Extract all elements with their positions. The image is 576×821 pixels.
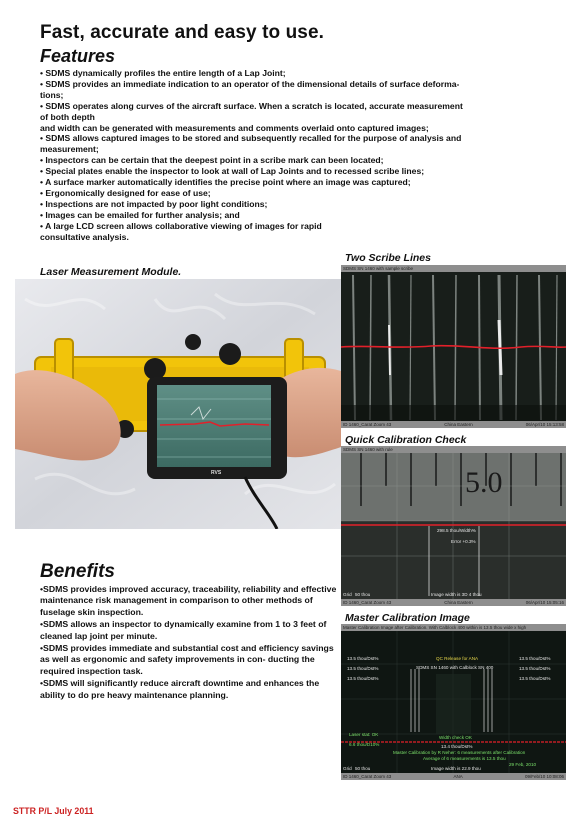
feature-line: and width can be generated with measurements and comments overlaid onto captured images; [40, 122, 429, 133]
laser-module-photo [15, 279, 341, 529]
device-illustration [15, 279, 341, 529]
quick-cal-footer [341, 599, 566, 606]
feature-line: tions; [40, 89, 64, 100]
master-cal-date-stamp: 09/Feb/10 10:08:06 [524, 774, 564, 779]
benefit-item: •SDMS will significantly reduce aircraft downtime and enhances the ability to do pre heavy maintenance planning. [40, 678, 320, 700]
master-cal-image [341, 624, 566, 780]
feature-line: • Special plates enable the inspector to look at wall of Lap Joints and to recessed scribe lines; [40, 166, 425, 177]
feature-line: • SDMS provides an immediate indication to an operator of the dimensional details of surface deforma- [40, 78, 460, 89]
two-scribe-caption: Two Scribe Lines [345, 252, 431, 264]
quick-cal-grid-label: Grid [343, 592, 352, 597]
master-date: 29 Feb, 2010 [509, 762, 537, 767]
feature-line: • SDMS operates along curves of the aircraft surface. When a scratch is located, accurate measurement [40, 100, 463, 111]
ruler-illustration [341, 446, 566, 606]
master-right-label: 13.5 thou/Dst% [519, 656, 551, 661]
master-laser-status: Laser stat: OK [349, 732, 379, 737]
master-cal-footer [341, 773, 566, 780]
master-mid-reading: 13.4 thou/Dst% [441, 744, 473, 749]
ruler-number: 5.0 [465, 466, 503, 499]
master-left-label: 13.5 thou/Dst% [347, 676, 379, 681]
quick-cal-grid-value: 50 thou [355, 592, 371, 597]
master-cal-caption: Master Calibration Image [345, 612, 470, 624]
feature-line: • Inspectors can be certain that the deepest point in a scribe mark can been located; [40, 155, 384, 166]
two-scribe-id: ID 1460_Carat Zoom 43 [343, 422, 392, 427]
master-note-2: Average of 6 measurements is 13.5 thou [423, 756, 506, 761]
master-right-label: 13.5 thou/Dst% [519, 666, 551, 671]
two-scribe-customer: China Eastern [444, 422, 473, 427]
device-brand-label: RVS [211, 470, 222, 476]
footer-credit: STTR P/L July 2011 [13, 806, 94, 816]
quick-cal-topbar: SDMS SN 1460 with rule [341, 446, 566, 453]
quick-cal-image-width: Image width is 3D 4 thou [431, 592, 482, 597]
master-qc-subtitle: SDMS SN 1460 with Calblock SN 400 [416, 665, 494, 670]
two-scribe-date: 06/Apr/10 15:13:58 [525, 422, 564, 427]
feature-line: of both depth [40, 111, 95, 122]
two-scribe-footer [341, 421, 566, 428]
master-cal-topbar: Master Calibration Image after Calibration. With Calblock 400 within is 13.5 thou wide x high [341, 624, 566, 631]
feature-line: measurement; [40, 144, 99, 155]
features-list [40, 68, 525, 243]
master-width-check: Width check OK [439, 735, 472, 740]
quick-cal-caption: Quick Calibration Check [345, 434, 467, 446]
master-left-label: 13.5 thou/Dst% [347, 666, 379, 671]
master-image-width: Image width is 22.9 thou [431, 766, 481, 771]
feature-line: • SDMS allows captured images to be stored and subsequently recalled for the purpose of analysis and [40, 133, 462, 144]
master-left-label: 13.5 thou/Dst% [347, 656, 379, 661]
quick-cal-error: Error +0.3% [451, 539, 476, 544]
master-right-label: 13.5 thou/Dst% [519, 676, 551, 681]
master-left-reading: 6.6 thou/D10% [349, 742, 380, 747]
master-note-1: Master Calibration by R Neher: 6 measurements after Calibration [393, 750, 526, 755]
benefits-list [40, 584, 340, 702]
benefit-item: •SDMS provides immediate and substantial cost and efficiency savings as well as ergonomic and safety improvements in con- ducting the required inspection task. [40, 643, 334, 676]
master-cal-id: ID 1460_Carat Zoom 43 [343, 774, 392, 779]
master-cal-customer: ANA [453, 774, 463, 779]
benefits-title: Benefits [40, 561, 115, 582]
features-title: Features [40, 46, 116, 66]
quick-cal-customer: China Eastern [444, 600, 473, 605]
master-grid-label: Grid [343, 766, 352, 771]
feature-line: • A surface marker automatically identifies the precise point where an image was captured; [40, 177, 411, 188]
master-grid-value: 50 thou [355, 766, 371, 771]
quick-cal-id: ID 1460_Carat Zoom 43 [343, 600, 392, 605]
laser-module-caption: Laser Measurement Module. [40, 266, 182, 278]
master-qc-title: QC Release for ANA [436, 656, 479, 661]
quick-cal-date: 06/Apr/10 15:05:16 [525, 600, 564, 605]
feature-line: • Images can be emailed for further analysis; and [40, 209, 240, 220]
scribe-illustration [341, 265, 566, 428]
feature-line: • Inspections are not impacted by poor light conditions; [40, 198, 268, 209]
quick-cal-reading: 298.5 thou/Width% [437, 528, 476, 533]
two-scribe-topbar: SDMS SN 1460 with sample scribe [341, 265, 566, 272]
feature-line: • SDMS dynamically profiles the entire length of a Lap Joint; [40, 68, 286, 78]
feature-line: • A large LCD screen allows collaborative viewing of images for rapid [40, 220, 322, 231]
feature-line: consultative analysis. [40, 231, 129, 242]
feature-line: • Ergonomically designed for ease of use; [40, 187, 211, 198]
benefit-item: •SDMS allows an inspector to dynamically examine from 1 to 3 feet of cleaned lap joint per minute. [40, 619, 327, 641]
page-headline: Fast, accurate and easy to use. [40, 22, 324, 43]
quick-cal-image [341, 446, 566, 606]
benefit-item: •SDMS provides improved accuracy, traceability, reliability and effective maintenance risk management in comparison to other methods of fuselage skin inspection. [40, 584, 337, 617]
two-scribe-image [341, 265, 566, 428]
